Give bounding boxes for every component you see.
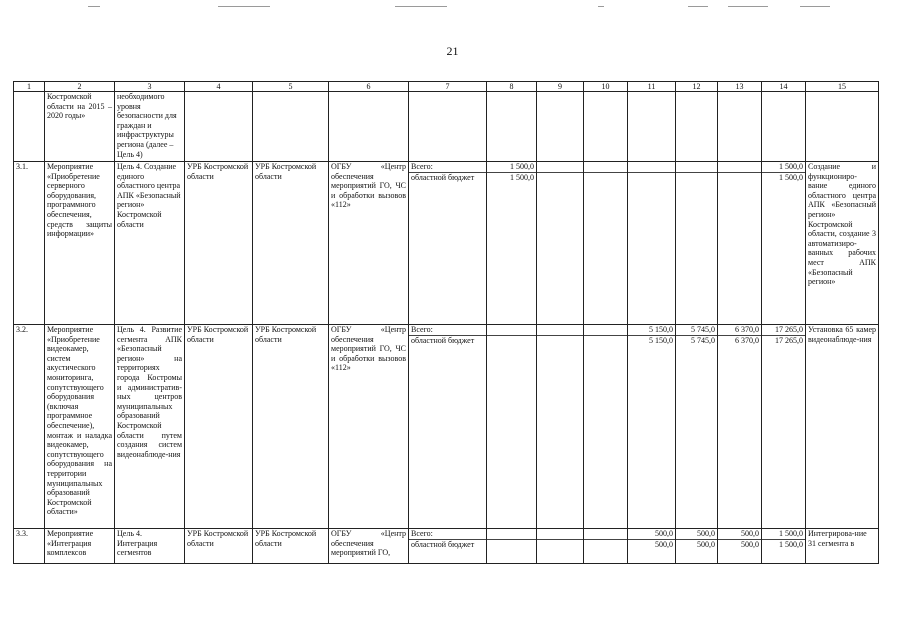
header-cell: 14 xyxy=(762,82,806,92)
event-name: Мероприятие «Приобретение видеокамер, систем акустического мониторинга, сопутствующего оборудования (включая программное обеспечение), монтаж и наладка видеокамер, сопутствующего оборудования на территории муниципальных образований Костромской области» xyxy=(45,325,115,529)
amount-total xyxy=(489,529,534,539)
empty-cell xyxy=(676,92,718,162)
amount-cell xyxy=(718,325,762,529)
funding-source xyxy=(409,92,487,162)
header-cell: 11 xyxy=(628,82,676,92)
amount-cell xyxy=(676,162,718,325)
amount-cell xyxy=(718,529,762,564)
amount-cell xyxy=(584,529,628,564)
amount-total: 17 265,0 xyxy=(775,325,803,334)
amount-total: 500,0 xyxy=(741,529,759,538)
header-cell: 7 xyxy=(409,82,487,92)
amount-total xyxy=(539,325,581,335)
amount-total: 6 370,0 xyxy=(735,325,759,334)
scan-edge-line xyxy=(688,6,708,7)
program-table xyxy=(13,81,879,564)
amount-regional: 1 500,0 xyxy=(487,172,536,183)
amount-regional xyxy=(676,172,717,173)
amount-regional: 5 150,0 xyxy=(628,335,675,346)
expected-result: Интегрирова-ние 31 сегмента в xyxy=(806,529,879,564)
amount-total: 1 500,0 xyxy=(779,529,803,538)
empty-cell xyxy=(584,92,628,162)
responsible-executor: УРБ Костромской области xyxy=(185,162,253,325)
amount-cell xyxy=(537,325,584,529)
expected-result xyxy=(806,92,879,162)
amount-regional xyxy=(537,172,583,173)
table-row xyxy=(14,92,879,162)
amount-regional: 500,0 xyxy=(676,539,717,550)
page-number: 21 xyxy=(446,44,459,58)
amount-cell xyxy=(584,325,628,529)
funding-regional-label: областной бюджет xyxy=(409,539,486,550)
header-cell: 10 xyxy=(584,82,628,92)
empty-cell xyxy=(487,92,537,162)
amount-total: 5 745,0 xyxy=(691,325,715,334)
amount-cell xyxy=(718,162,762,325)
amount-regional xyxy=(718,172,761,173)
amount-regional xyxy=(537,539,583,540)
header-row xyxy=(14,82,879,92)
coexecutor: УРБ Костромской области xyxy=(253,325,329,529)
amount-cell xyxy=(584,162,628,325)
amount-regional xyxy=(584,539,627,540)
goal-description: Цель 4. Интеграция сегментов xyxy=(115,529,185,564)
table-row xyxy=(14,162,879,325)
amount-regional: 17 265,0 xyxy=(762,335,805,346)
header-cell: 6 xyxy=(329,82,409,92)
amount-total: 500,0 xyxy=(697,529,715,538)
scan-edge-line xyxy=(218,6,270,7)
header-cell: 15 xyxy=(806,82,879,92)
row-number: 3.1. xyxy=(14,162,45,325)
header-cell: 2 xyxy=(45,82,115,92)
funding-regional-label: областной бюджет xyxy=(409,335,486,346)
amount-regional xyxy=(584,172,627,173)
funding-regional-label: областной бюджет xyxy=(409,172,486,183)
goal-description: Цель 4. Создание единого областного центра АПК «Безопасный регион» Костромской области xyxy=(115,162,185,325)
header-cell: 1 xyxy=(14,82,45,92)
amount-regional: 500,0 xyxy=(628,539,675,550)
amount-total: 500,0 xyxy=(655,529,673,538)
coexecutor: УРБ Костромской области xyxy=(253,162,329,325)
amount-total xyxy=(489,325,534,335)
amount-cell xyxy=(487,529,537,564)
amount-regional xyxy=(628,172,675,173)
amount-regional xyxy=(537,335,583,336)
amount-regional xyxy=(487,335,536,336)
scan-edge-line xyxy=(800,6,830,7)
empty-cell xyxy=(628,92,676,162)
empty-cell xyxy=(762,92,806,162)
header-cell: 3 xyxy=(115,82,185,92)
responsible-executor: УРБ Костромской области xyxy=(185,325,253,529)
row-number xyxy=(14,92,45,162)
amount-total xyxy=(630,162,673,172)
table-row xyxy=(14,325,879,529)
amount-cell xyxy=(676,529,718,564)
table-row xyxy=(14,529,879,564)
scan-edge-line xyxy=(88,6,100,7)
goal-description: необходимого уровня безопасности для граждан и инфраструктуры региона (далее – Цель 4) xyxy=(115,92,185,162)
coexecutor xyxy=(253,92,329,162)
amount-total xyxy=(539,162,581,172)
amount-total xyxy=(586,325,625,335)
participant: ОГБУ «Центр обеспечения мероприятий ГО, xyxy=(329,529,409,564)
amount-total: 1 500,0 xyxy=(510,162,534,171)
header-cell: 12 xyxy=(676,82,718,92)
responsible-executor xyxy=(185,92,253,162)
row-number: 3.3. xyxy=(14,529,45,564)
empty-cell xyxy=(537,92,584,162)
funding-source xyxy=(409,325,487,529)
header-cell: 8 xyxy=(487,82,537,92)
amount-regional: 500,0 xyxy=(718,539,761,550)
amount-total: 1 500,0 xyxy=(779,162,803,171)
event-name: Костромской области на 2015 – 2020 годы» xyxy=(45,92,115,162)
amount-cell xyxy=(487,162,537,325)
header-cell: 4 xyxy=(185,82,253,92)
amount-cell xyxy=(762,325,806,529)
amount-regional: 1 500,0 xyxy=(762,172,805,183)
amount-regional xyxy=(584,335,627,336)
header-cell: 13 xyxy=(718,82,762,92)
row-number: 3.2. xyxy=(14,325,45,529)
scan-edge-line xyxy=(728,6,768,7)
responsible-executor: УРБ Костромской области xyxy=(185,529,253,564)
amount-cell xyxy=(628,529,676,564)
header-cell: 5 xyxy=(253,82,329,92)
amount-regional xyxy=(487,539,536,540)
funding-source xyxy=(409,162,487,325)
expected-result: Создание и функциониро-вание единого областного центра АПК «Безопасный регион» Костромской области, создание 3 автоматизиро-ванных рабочих мест АПК «Безопасный регион» xyxy=(806,162,879,325)
coexecutor: УРБ Костромской области xyxy=(253,529,329,564)
empty-cell xyxy=(718,92,762,162)
funding-total-label: Всего: xyxy=(411,325,433,334)
amount-cell xyxy=(487,325,537,529)
scan-edge-line xyxy=(598,6,604,7)
scan-edge-line xyxy=(395,6,447,7)
header-cell: 9 xyxy=(537,82,584,92)
participant: ОГБУ «Центр обеспечения мероприятий ГО, ЧС и обработки вызовов «112» xyxy=(329,162,409,325)
amount-total xyxy=(720,162,759,172)
amount-cell xyxy=(676,325,718,529)
amount-total xyxy=(586,162,625,172)
expected-result: Установка 65 камер видеонаблюде-ния xyxy=(806,325,879,529)
amount-regional: 1 500,0 xyxy=(762,539,805,550)
participant xyxy=(329,92,409,162)
participant: ОГБУ «Центр обеспечения мероприятий ГО, ЧС и обработки вызовов «112» xyxy=(329,325,409,529)
amount-cell xyxy=(537,162,584,325)
amount-cell xyxy=(537,529,584,564)
amount-cell xyxy=(628,162,676,325)
amount-cell xyxy=(628,325,676,529)
amount-total xyxy=(678,162,715,172)
amount-cell xyxy=(762,162,806,325)
funding-total-label: Всего: xyxy=(411,529,433,538)
funding-total-label: Всего: xyxy=(411,162,433,171)
amount-regional: 6 370,0 xyxy=(718,335,761,346)
amount-total xyxy=(539,529,581,539)
amount-total xyxy=(586,529,625,539)
event-name: Мероприятие «Интеграция комплексов xyxy=(45,529,115,564)
goal-description: Цель 4. Развитие сегмента АПК «Безопасный регион» на территориях города Костромы и административ-ных центров муниципальных образований Костромской области путем создания систем видеонаблюде-ния xyxy=(115,325,185,529)
funding-source xyxy=(409,529,487,564)
amount-regional: 5 745,0 xyxy=(676,335,717,346)
amount-cell xyxy=(762,529,806,564)
event-name: Мероприятие «Приобретение серверного оборудования, программного обеспечения, средств защиты информации» xyxy=(45,162,115,325)
amount-total: 5 150,0 xyxy=(649,325,673,334)
